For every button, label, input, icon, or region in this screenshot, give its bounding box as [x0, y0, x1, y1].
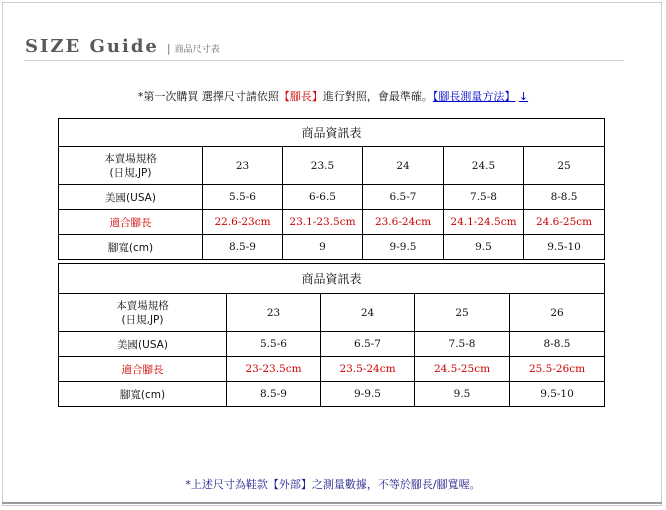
table2-header-label-line2: (日規,JP) [121, 313, 164, 326]
table2-size: 23 [227, 294, 321, 332]
table-cell: 7.5-8 [415, 332, 510, 357]
row-label: 適合腳長 [59, 357, 227, 382]
table1-header-label-line2: (日規,JP) [109, 166, 152, 179]
table1-size: 23.5 [283, 147, 363, 185]
notice-middle: 進行對照，會最準確。 [322, 90, 433, 103]
table1-row-foot-width [59, 235, 605, 260]
table2-size: 24 [321, 294, 415, 332]
table-cell: 5.5-6 [203, 185, 283, 210]
table-cell: 24.6-25cm [524, 210, 605, 235]
table-cell: 9-9.5 [363, 235, 444, 260]
page-title [25, 36, 220, 57]
title-underline [24, 60, 624, 61]
table-cell: 9.5-10 [510, 382, 605, 407]
table1-row-foot-length [59, 210, 605, 235]
table2-size: 26 [510, 294, 605, 332]
table1-size: 23 [203, 147, 283, 185]
notice-highlight: 【腳長】 [278, 90, 323, 103]
table-cell: 9 [283, 235, 363, 260]
table-cell: 24.5-25cm [415, 357, 510, 382]
row-label: 腳寬(cm) [59, 382, 227, 407]
row-label: 美國(USA) [59, 332, 227, 357]
row-label: 腳寬(cm) [59, 235, 203, 260]
table1-row-usa [59, 185, 605, 210]
table-cell: 5.5-6 [227, 332, 321, 357]
table1-header-label [59, 147, 203, 185]
table-cell: 9.5-10 [524, 235, 605, 260]
table2-header-label-line1: 本賣場規格 [116, 299, 169, 312]
size-table-1 [58, 118, 605, 260]
table-cell: 9-9.5 [321, 382, 415, 407]
table-cell: 7.5-8 [444, 185, 524, 210]
page-frame-bottom [2, 502, 662, 504]
table1-size: 24.5 [444, 147, 524, 185]
table-cell: 23.6-24cm [363, 210, 444, 235]
table2-row-foot-width [59, 382, 605, 407]
table-cell: 9.5 [415, 382, 510, 407]
table2-size: 25 [415, 294, 510, 332]
table2-row-foot-length [59, 357, 605, 382]
table-cell: 23.1-23.5cm [283, 210, 363, 235]
table-cell: 23-23.5cm [227, 357, 321, 382]
table2-row-usa [59, 332, 605, 357]
title-separator: | [166, 42, 171, 55]
table1-size: 25 [524, 147, 605, 185]
table-cell: 8.5-9 [227, 382, 321, 407]
down-arrow-icon[interactable]: ↓ [518, 90, 529, 103]
table-cell: 25.5-26cm [510, 357, 605, 382]
table-cell: 6.5-7 [321, 332, 415, 357]
table-cell: 8-8.5 [524, 185, 605, 210]
footnote: *上述尺寸為鞋款【外部】之測量數據，不等於腳長/腳寬喔。 [185, 478, 481, 491]
row-label: 適合腳長 [59, 210, 203, 235]
table-cell: 9.5 [444, 235, 524, 260]
table2-caption: 商品資訊表 [59, 264, 605, 294]
table-cell: 8-8.5 [510, 332, 605, 357]
size-notice [0, 88, 666, 104]
table-cell: 23.5-24cm [321, 357, 415, 382]
title-main: SIZE Guide [25, 36, 159, 57]
table-cell: 6.5-7 [363, 185, 444, 210]
table-cell: 24.1-24.5cm [444, 210, 524, 235]
table2-header-label [59, 294, 227, 332]
notice-prefix: *第一次購買 選擇尺寸請依照 [137, 90, 279, 103]
table-cell: 22.6-23cm [203, 210, 283, 235]
table1-caption: 商品資訊表 [59, 119, 605, 147]
table-cell: 8.5-9 [203, 235, 283, 260]
measure-method-link[interactable]: 【腳長測量方法】 [432, 90, 516, 103]
size-table-2 [58, 263, 605, 407]
table-cell: 6-6.5 [283, 185, 363, 210]
title-subtitle: 商品尺寸表 [174, 45, 220, 55]
table1-size: 24 [363, 147, 444, 185]
table1-header-label-line1: 本賣場規格 [104, 152, 157, 165]
row-label: 美國(USA) [59, 185, 203, 210]
